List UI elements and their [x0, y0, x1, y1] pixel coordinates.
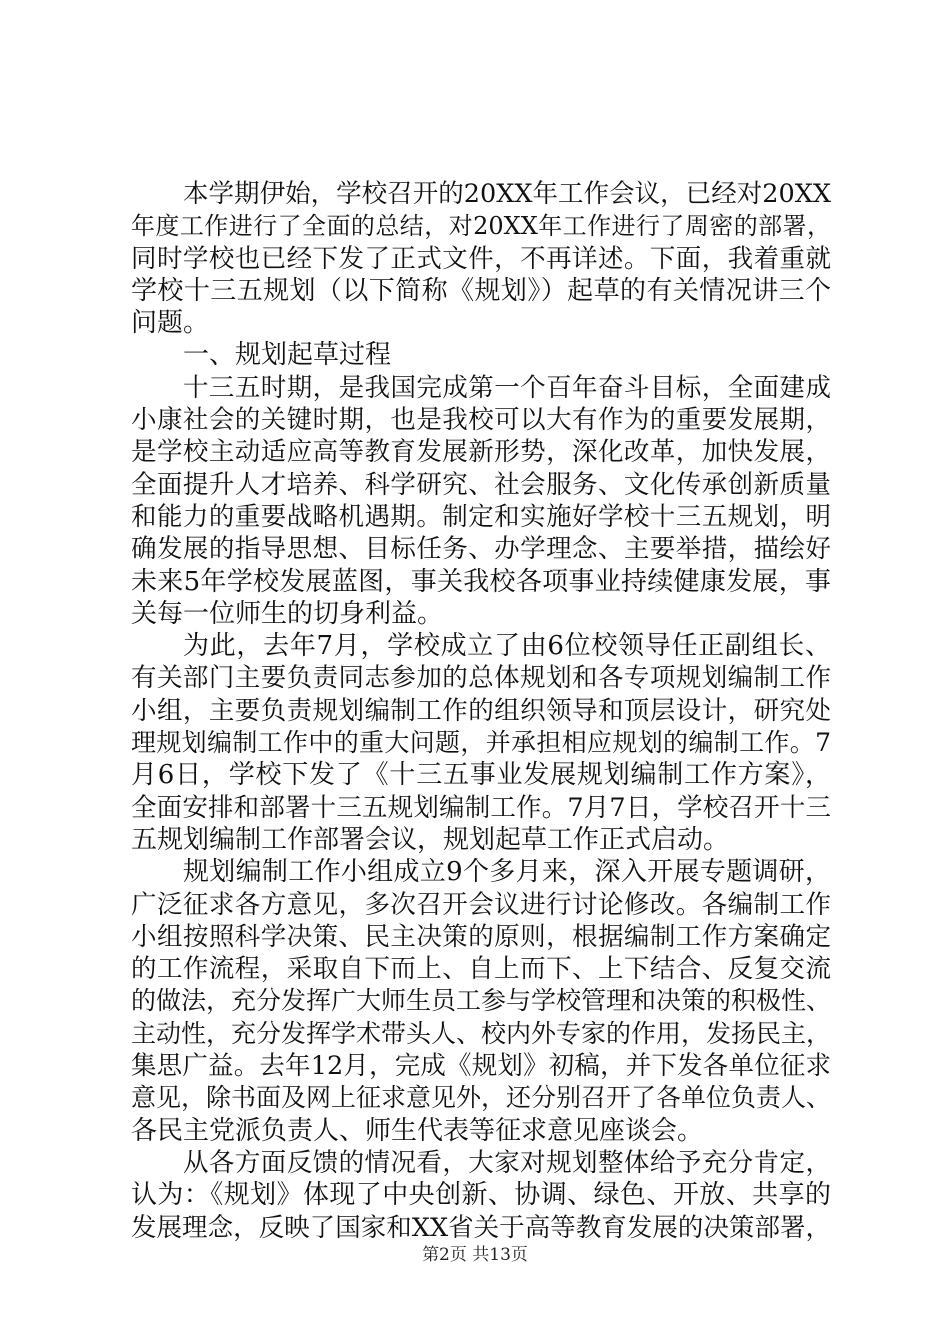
- page-number-label: 第2页 共13页: [422, 1245, 528, 1265]
- text-line: 五规划编制工作部署会议，规划起草工作正式启动。: [131, 824, 730, 855]
- text-line: 本学期伊始，学校召开的20XX年工作会议，已经对20XX: [183, 179, 831, 209]
- text-line: 理规划编制工作中的重大问题，并承担相应规划的编制工作。7: [131, 728, 831, 758]
- text-line: 全面安排和部署十三五规划编制工作。7月7日，学校召开十三: [131, 792, 831, 823]
- text-line: 有关部门主要负责同志参加的总体规划和各专项规划编制工作: [131, 663, 831, 694]
- section-heading: 一、规划起草过程: [183, 340, 392, 371]
- text-line: 规划编制工作小组成立9个多月来，深入开展专题调研，: [183, 857, 831, 888]
- text-line: 年度工作进行了全面的总结，对20XX年工作进行了周密的部署，: [131, 212, 831, 241]
- text-line: 小组按照科学决策、民主决策的原则，根据编制工作方案确定: [131, 921, 831, 952]
- text-line: 发展理念，反映了国家和XX省关于高等教育发展的决策部署，: [131, 1212, 831, 1243]
- text-line: 认为：《规划》体现了中央创新、协调、绿色、开放、共享的: [131, 1180, 831, 1211]
- text-line: 的工作流程，采取自下而上、自上而下、上下结合、反复交流: [131, 954, 831, 985]
- text-line: 月6日，学校下发了《十三五事业发展规划编制工作方案》，: [131, 760, 831, 791]
- text-line: 广泛征求各方意见，多次召开会议进行讨论修改。各编制工作: [131, 889, 831, 920]
- text-line: 小康社会的关键时期，也是我校可以大有作为的重要发展期，: [131, 405, 831, 436]
- text-line: 从各方面反馈的情况看，大家对规划整体给予充分肯定，: [183, 1147, 831, 1178]
- page-footer: [0, 1244, 950, 1266]
- text-line: 的做法，充分发挥广大师生员工参与学校管理和决策的积极性、: [131, 986, 832, 1016]
- text-line: 十三五时期，是我国完成第一个百年奋斗目标，全面建成: [183, 372, 831, 403]
- text-line: 是学校主动适应高等教育发展新形势，深化改革，加快发展，: [131, 437, 831, 468]
- text-line: 未来5年学校发展蓝图，事关我校各项事业持续健康发展，事: [131, 566, 831, 597]
- text-line: 全面提升人才培养、科学研究、社会服务、文化传承创新质量: [131, 469, 831, 500]
- text-line: 集思广益。去年12月，完成《规划》初稿，并下发各单位征求: [131, 1051, 831, 1082]
- text-line: 确发展的指导思想、目标任务、办学理念、主要举措，描绘好: [131, 534, 831, 565]
- text-line: 关每一位师生的切身利益。: [131, 598, 444, 629]
- text-line: 学校十三五规划（以下简称《规划》）起草的有关情况讲三个: [131, 275, 831, 306]
- text-line: 各民主党派负责人、师生代表等征求意见座谈会。: [131, 1115, 704, 1146]
- text-line: 问题。: [131, 308, 210, 339]
- text-line: 小组，主要负责规划编制工作的组织领导和顶层设计，研究处: [131, 695, 831, 726]
- text-line: 和能力的重要战略机遇期。制定和实施好学校十三五规划，明: [131, 501, 831, 532]
- text-line: 意见，除书面及网上征求意见外，还分别召开了各单位负责人、: [131, 1083, 832, 1113]
- text-line: 同时学校也已经下发了正式文件，不再详述。下面，我着重就: [131, 243, 831, 274]
- text-line: 为此，去年7月，学校成立了由6位校领导任正副组长、: [183, 631, 831, 662]
- document-body: [131, 178, 831, 1244]
- text-line: 主动性，充分发挥学术带头人、校内外专家的作用，发扬民主，: [131, 1018, 832, 1048]
